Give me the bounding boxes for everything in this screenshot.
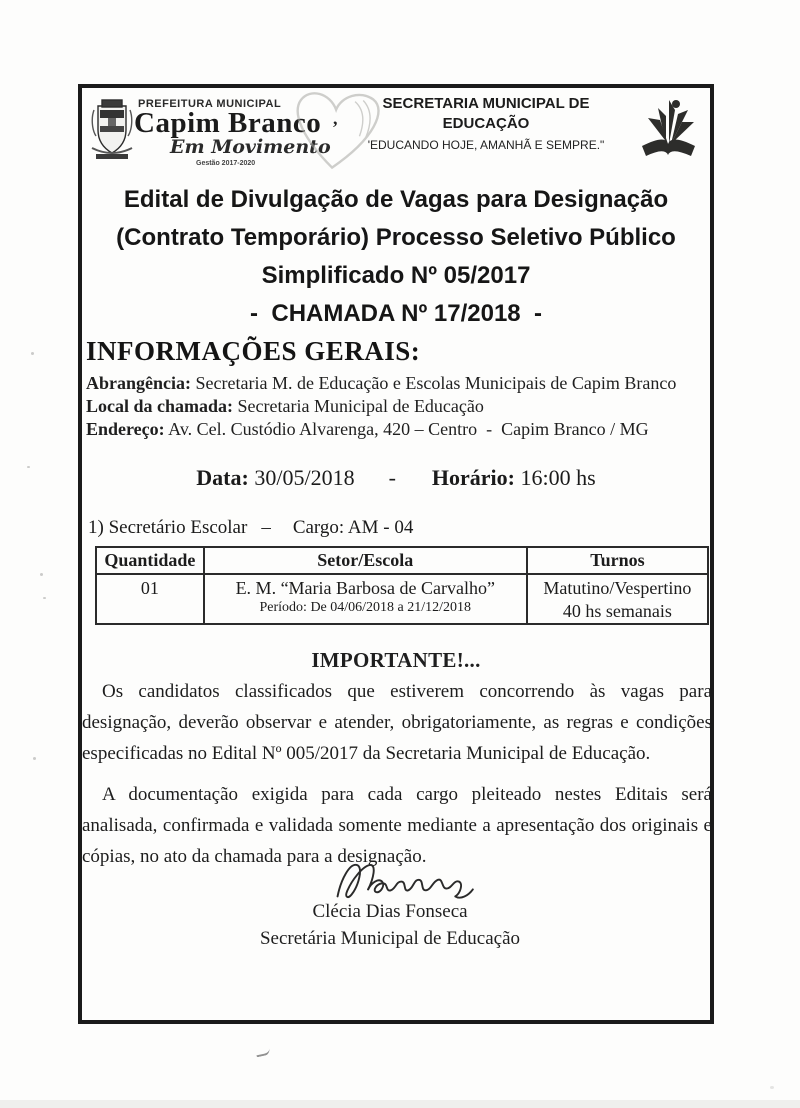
title-line-1: Edital de Divulgação de Vagas para Designação xyxy=(123,186,669,213)
info-label: Local da chamada: xyxy=(86,396,234,416)
table-row xyxy=(96,574,708,624)
turno-line2: 40 hs semanais xyxy=(562,601,672,621)
scan-speck xyxy=(40,573,43,576)
cell-quantidade: 01 xyxy=(96,574,204,624)
info-value: Av. Cel. Custódio Alvarenga, 420 – Centro - Capim Branco / MG xyxy=(164,419,649,439)
col-header-quantidade: Quantidade xyxy=(96,547,204,574)
col-header-setor-escola: Setor/Escola xyxy=(204,547,527,574)
scan-speck xyxy=(43,597,46,599)
education-emblem-icon xyxy=(638,92,700,169)
scan-speck xyxy=(770,1086,774,1089)
school-period: Período: De 04/06/2018 a 21/12/2018 xyxy=(259,600,472,615)
col-header-turnos: Turnos xyxy=(527,547,708,574)
schedule-line xyxy=(82,465,710,491)
city-slogan: Em Movimento xyxy=(170,136,331,158)
edital-title xyxy=(82,181,710,333)
pen-mark xyxy=(256,1049,271,1058)
title-line-2: (Contrato Temporário) Processo Seletivo Público xyxy=(116,224,676,251)
coat-of-arms-icon xyxy=(88,96,136,171)
secretariat-title-line2: EDUCAÇÃO xyxy=(442,115,530,132)
info-field-abrangencia xyxy=(86,372,710,395)
position-line xyxy=(88,517,413,539)
scan-speck xyxy=(33,757,36,760)
cell-setor-escola xyxy=(204,574,527,624)
table-header-row xyxy=(96,547,708,574)
info-value: Secretaria Municipal de Educação xyxy=(233,396,484,416)
scanner-edge-strip xyxy=(0,1100,800,1108)
secretariat-header xyxy=(360,94,612,152)
general-info-lines xyxy=(86,372,710,441)
general-info-heading: INFORMAÇÕES GERAIS: xyxy=(86,336,421,366)
position-cargo: Cargo: AM - 04 xyxy=(292,517,414,538)
scan-speck xyxy=(31,352,34,355)
position-name: 1) Secretário Escolar xyxy=(88,517,248,538)
info-field-local xyxy=(86,395,710,418)
title-line-4: - CHAMADA Nº 17/2018 - xyxy=(250,300,542,327)
position-dash: – xyxy=(261,517,271,538)
time-value: 16:00 hs xyxy=(515,465,596,490)
date-label: Data: xyxy=(196,465,249,490)
vacancy-table xyxy=(95,546,709,625)
header-comma: , xyxy=(333,108,338,128)
important-paragraph-1: Os candidatos classificados que estiverem concorrendo às vagas para designação, deverão observar e atender, obrigatoriamente, as regras e condições especificadas no Edital Nº 005/2017 da Secretaria Municipal de Educação. xyxy=(82,681,712,764)
date-value: 30/05/2018 xyxy=(248,465,355,490)
important-paragraph-2: A documentação exigida para cada cargo pleiteado nestes Editais será analisada, confirmada e validada somente mediante a apresentação dos originais e cópias, no ato da chamada para a designação. xyxy=(82,784,712,867)
signatory-role: Secretária Municipal de Educação xyxy=(259,928,521,949)
school-name: E. M. “Maria Barbosa de Carvalho” xyxy=(235,578,495,598)
gestao-label: Gestão 2017-2020 xyxy=(196,160,256,167)
info-label: Abrangência: xyxy=(86,373,191,393)
info-field-endereco xyxy=(86,418,710,441)
turno-line1: Matutino/Vespertino xyxy=(543,578,692,598)
info-value: Secretaria M. de Educação e Escolas Municipais de Capim Branco xyxy=(191,373,677,393)
prefeitura-label: PREFEITURA MUNICIPAL xyxy=(138,98,282,110)
scan-speck xyxy=(27,466,30,468)
title-line-3: Simplificado Nº 05/2017 xyxy=(261,262,531,289)
secretariat-title-line1: SECRETARIA MUNICIPAL DE xyxy=(382,95,590,112)
cell-turnos xyxy=(527,574,708,624)
city-name: Capim Branco xyxy=(134,107,322,139)
info-label: Endereço: xyxy=(86,419,165,439)
signatory-name: Clécia Dias Fonseca xyxy=(312,901,468,922)
secretariat-motto: 'EDUCANDO HOJE, AMANHÃ E SEMPRE." xyxy=(367,138,605,152)
important-heading: IMPORTANTE!... xyxy=(311,648,481,672)
time-label: Horário: xyxy=(431,465,515,490)
schedule-separator: - xyxy=(388,465,396,490)
